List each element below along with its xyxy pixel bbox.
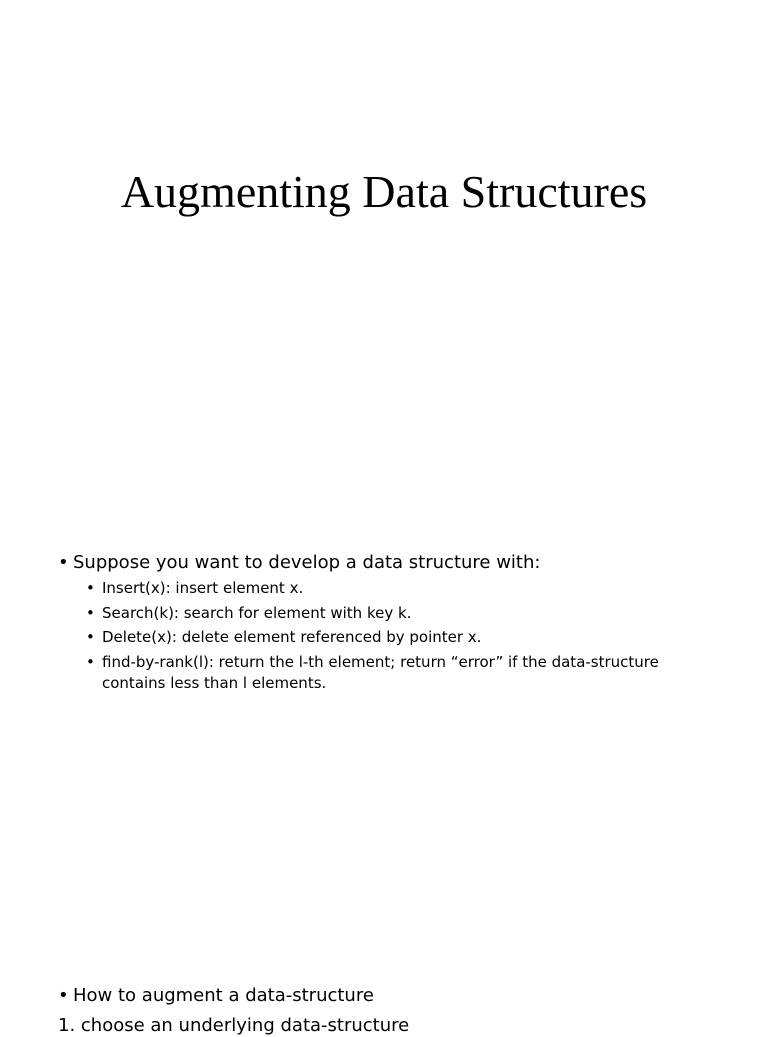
bullet-glyph: • [86,628,95,646]
step-one-partial: 1. choose an underlying data-structure [58,1015,410,1036]
intro-text: Suppose you want to develop a data structure with: [73,552,541,573]
bullet-glyph: • [58,985,69,1006]
list-item-delete [86,627,726,648]
operations-list [86,578,726,697]
bullet-glyph: • [58,552,69,573]
augment-heading: How to augment a data-structure [73,985,374,1006]
bullet-glyph: • [86,603,95,622]
item-text: Search(k): search for element with key k. [102,603,412,622]
bullet-glyph: • [86,579,95,597]
list-item-insert [86,578,726,599]
list-item-search [86,603,726,624]
item-text: find-by-rank(l): return the l-th element; return “error” if the data-structure contains less than l elements. [102,652,659,692]
item-text: Insert(x): insert element x. [102,579,304,597]
list-item-find-by-rank [86,652,726,694]
slide-title: Augmenting Data Structures [120,166,648,217]
bullet-glyph: • [86,652,95,671]
item-text: Delete(x): delete element referenced by pointer x. [102,628,482,646]
